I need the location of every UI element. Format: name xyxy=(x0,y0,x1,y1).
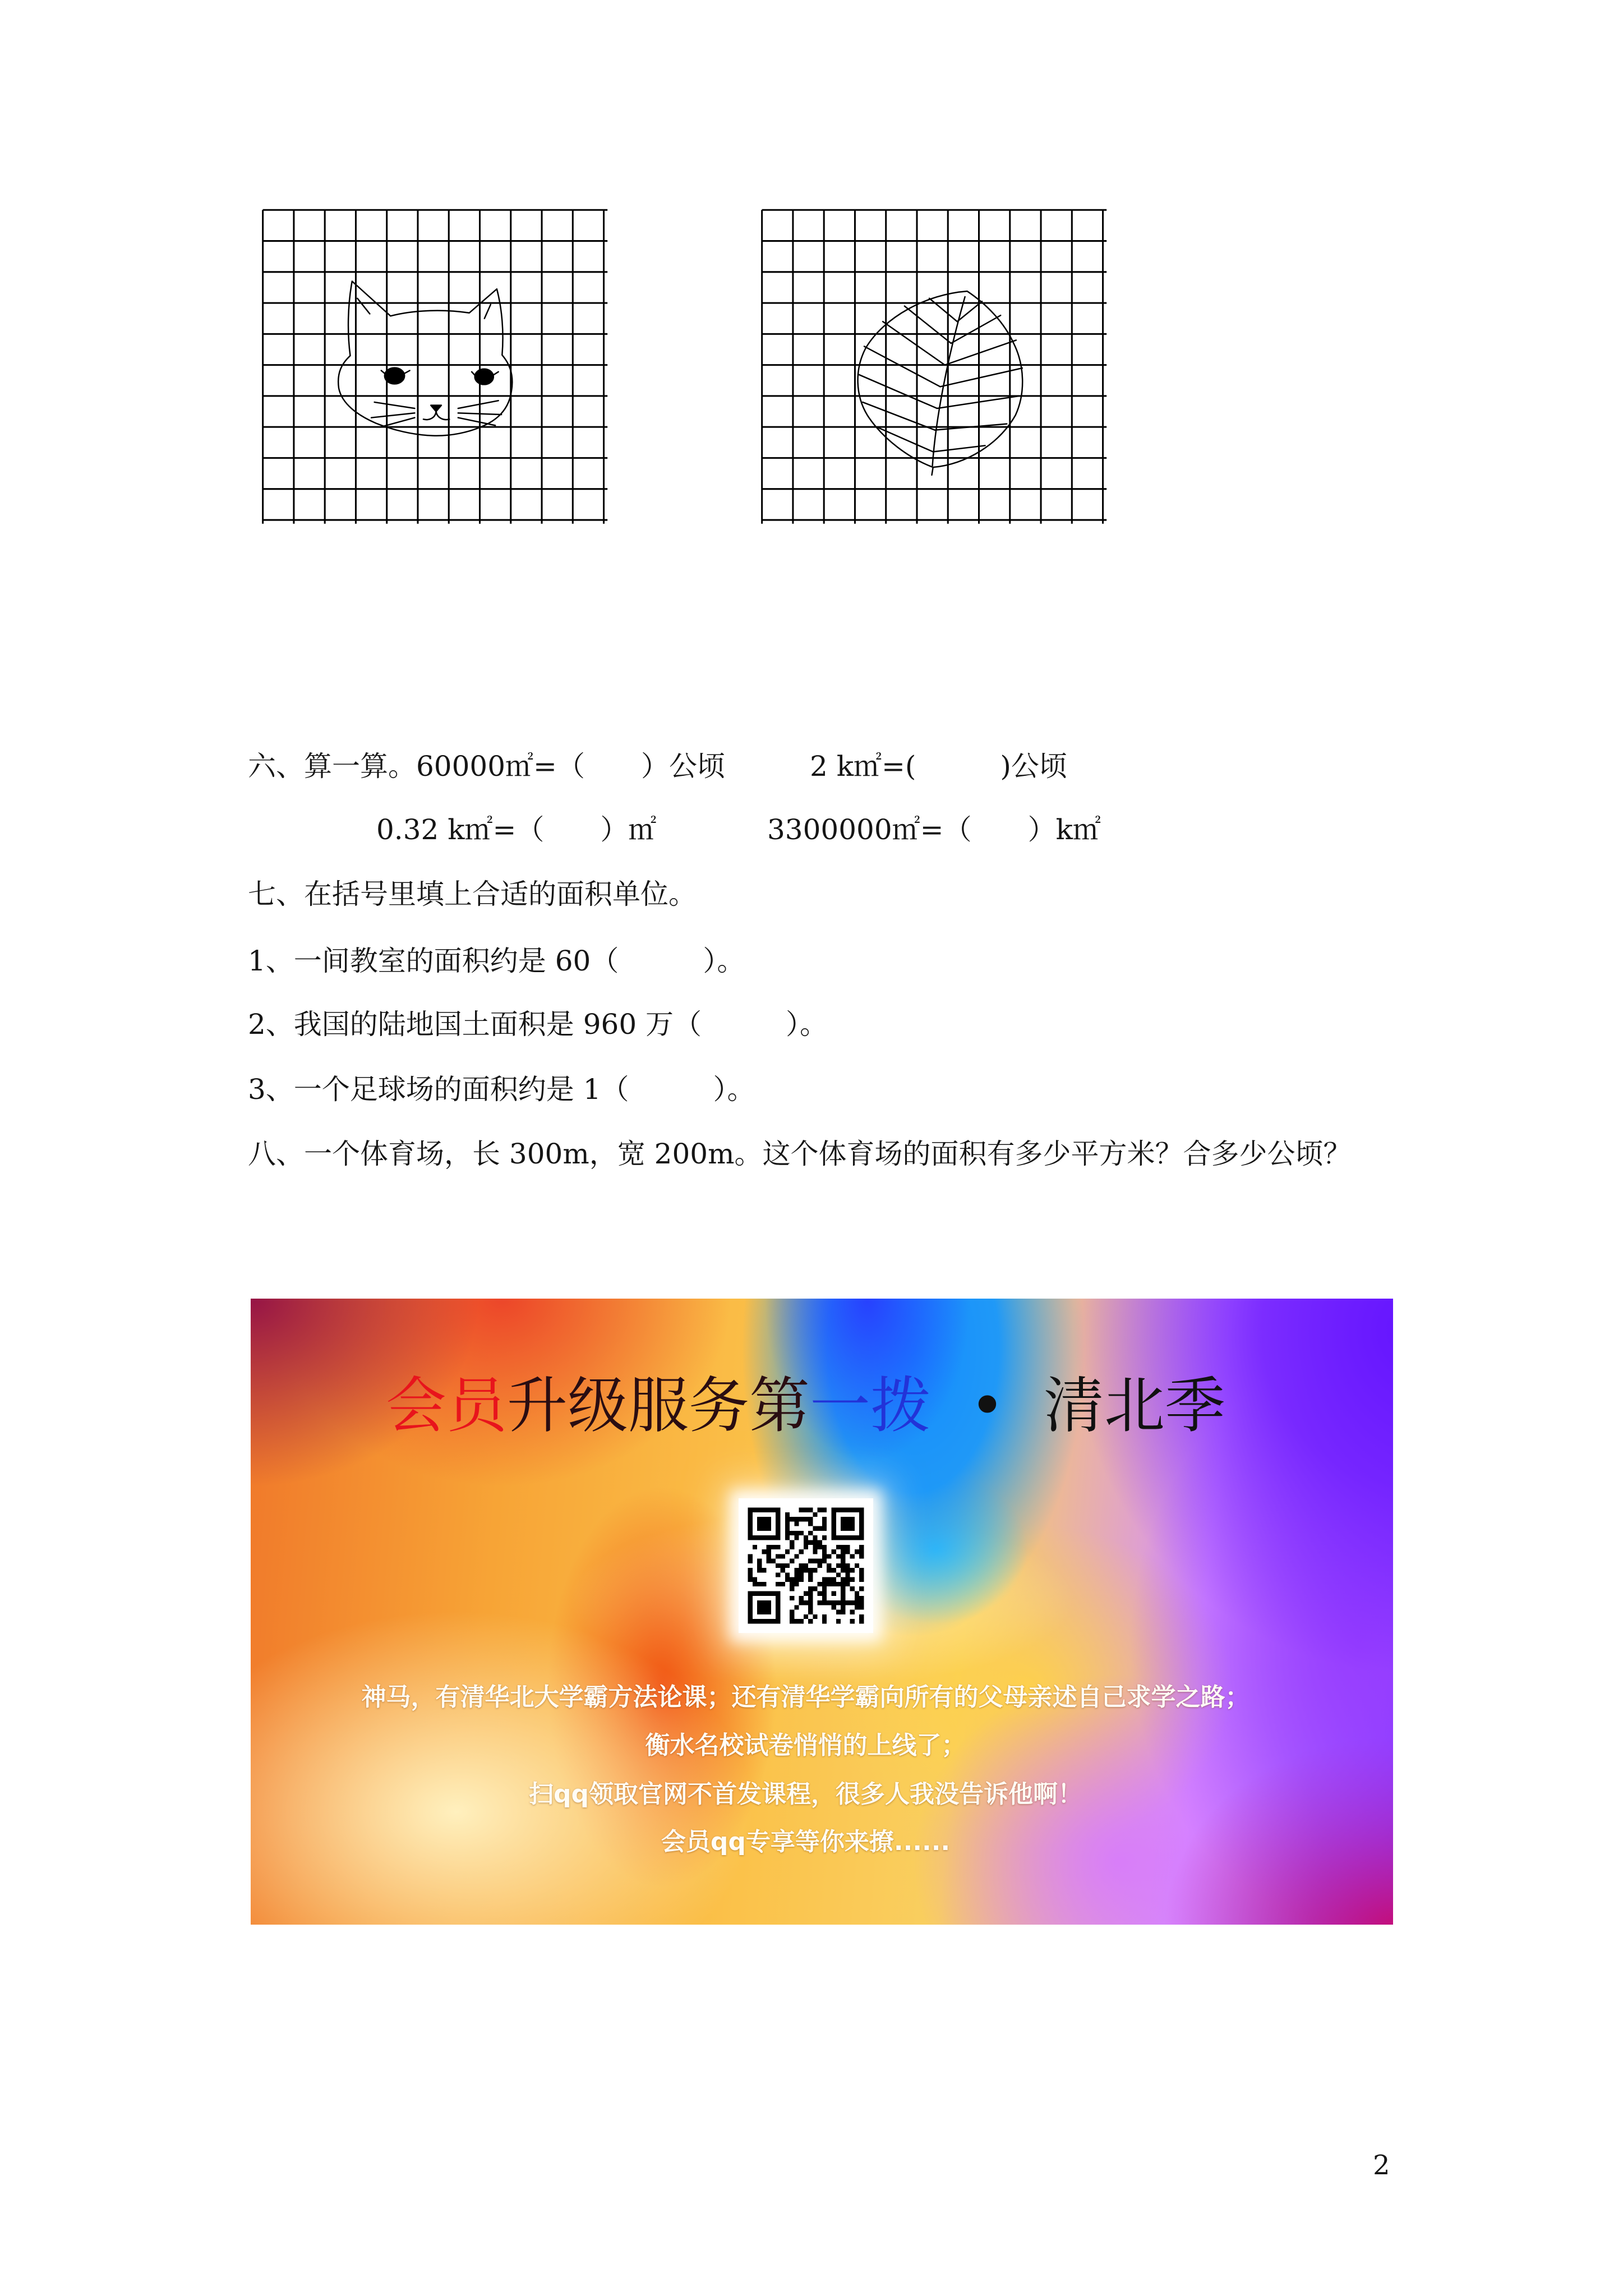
title-part-first-wave: 一拨 xyxy=(809,1371,931,1441)
leaf-grid-figure xyxy=(757,205,1109,526)
promo-line: 扫qq领取官网不首发课程，很多人我没告诉他啊！ xyxy=(529,1780,1082,1809)
section6-row2-right: 3300000㎡=（ ）k㎡ xyxy=(767,813,1101,846)
section8-question: 八、一个体育场，长 300m，宽 200m。这个体育场的面积有多少平方米？合多少公顷？ xyxy=(248,1138,1352,1170)
cat-nose xyxy=(431,405,441,411)
title-part-bullet: • xyxy=(931,1371,1044,1441)
promo-line: 会员qq专享等你来撩...... xyxy=(661,1828,951,1856)
leaf-stem xyxy=(932,467,933,475)
grid xyxy=(263,210,608,523)
cat-head-outline xyxy=(338,281,512,435)
cat-inner-ear xyxy=(357,298,491,319)
qr-code-icon xyxy=(739,1498,873,1633)
section7-item: 3、一个足球场的面积约是 1（ ）。 xyxy=(248,1073,755,1106)
cat-mouth xyxy=(423,412,449,420)
title-part-season: 清北季 xyxy=(1044,1371,1226,1441)
title-part-member: 会员 xyxy=(385,1371,507,1441)
leaf-drawing xyxy=(858,291,1023,475)
banner-content xyxy=(251,1299,1361,1925)
cat-grid-figure xyxy=(258,205,610,526)
section6-row2-left: 0.32 k㎡=（ ）㎡ xyxy=(376,813,657,846)
section6-row1-right: 2 k㎡=( )公顷 xyxy=(810,750,1067,783)
promo-banner[interactable] xyxy=(251,1299,1393,1925)
page-number: 2 xyxy=(1373,2150,1390,2181)
banner-title xyxy=(251,1370,1361,1443)
leaf-veins-right xyxy=(933,301,1022,452)
cat-face-drawing xyxy=(338,281,512,435)
section7-item: 2、我国的陆地国土面积是 960 万（ ）。 xyxy=(248,1008,828,1041)
promo-line: 神马，有清华北大学霸方法论课；还有清华学霸向所有的父母亲述自己求学之路； xyxy=(361,1683,1250,1711)
section7-item: 1、一间教室的面积约是 60（ ）。 xyxy=(248,945,745,977)
title-part-upgrade: 升级服务第 xyxy=(506,1371,810,1441)
qr-code[interactable] xyxy=(739,1498,873,1633)
grid xyxy=(762,210,1107,523)
section7-heading: 七、在括号里填上合适的面积单位。 xyxy=(248,878,697,910)
promo-line: 衡水名校试卷悄悄的上线了； xyxy=(645,1731,966,1760)
section6-row1-left: 六、算一算。60000㎡=（ ）公顷 xyxy=(248,750,725,783)
cat-right-eye xyxy=(475,369,494,385)
